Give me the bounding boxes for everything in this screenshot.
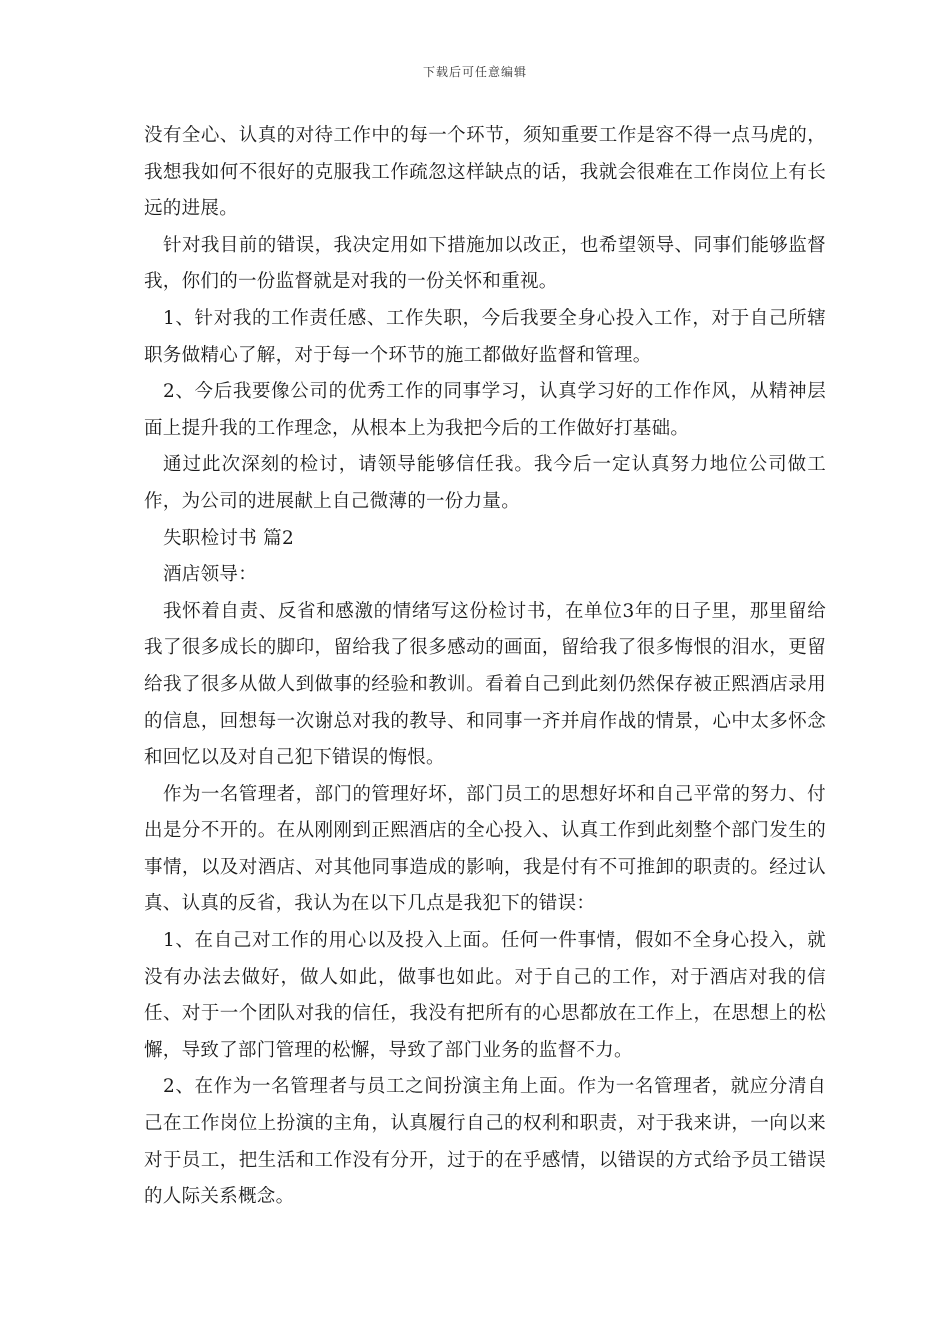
paragraph-8: 1、在自己对工作的用心以及投入上面。任何一件事情，假如不全身心投入，就没有办法去做好，做人如此，做事也如此。对于自己的工作，对于酒店对我的信任、对于一个团队对我的信任，我没有把所有的心思都放在工作上，在思想上的松懈，导致了部门管理的松懈，导致了部门业务的监督不力。	[144, 930, 826, 1061]
page-header-note: 下载后可任意编辑	[422, 65, 527, 79]
paragraph-3: 1、针对我的工作责任感、工作失职，今后我要全身心投入工作，对于自己所辖职务做精心了解，对于每一个环节的施工都做好监督和管理。	[144, 307, 826, 366]
paragraph-2: 针对我目前的错误，我决定用如下措施加以改正，也希望领导、同事们能够监督我，你们的一份监督就是对我的一份关怀和重视。	[144, 234, 826, 293]
salutation: 酒店领导：	[163, 564, 258, 586]
document-body	[144, 118, 826, 1216]
paragraph-7: 作为一名管理者，部门的管理好坏，部门员工的思想好坏和自己平常的努力、付出是分不开的。在从刚刚到正熙酒店的全心投入、认真工作到此刻整个部门发生的事情，以及对酒店、对其他同事造成的影响，我是付有不可推卸的职责的。经过认真、认真的反省，我认为在以下几点是我犯下的错误：	[144, 783, 826, 915]
section-title: 失职检讨书 篇2	[163, 527, 295, 549]
paragraph-4: 2、今后我要像公司的优秀工作的同事学习，认真学习好的工作作风，从精神层面上提升我的工作理念，从根本上为我把今后的工作做好打基础。	[144, 381, 826, 439]
paragraph-1: 没有全心、认真的对待工作中的每一个环节，须知重要工作是容不得一点马虎的，我想我如何不很好的克服我工作疏忽这样缺点的话，我就会很难在工作岗位上有长远的进展。	[144, 125, 826, 220]
paragraph-9: 2、在作为一名管理者与员工之间扮演主角上面。作为一名管理者，就应分清自己在工作岗位上扮演的主角，认真履行自己的权利和职责，对于我来讲，一向以来对于员工，把生活和工作没有分开，过于的在乎感情，以错误的方式给予员工错误的人际关系概念。	[144, 1076, 826, 1208]
paragraph-6: 我怀着自责、反省和感激的情绪写这份检讨书，在单位3年的日子里，那里留给我了很多成长的脚印，留给我了很多感动的画面，留给我了很多悔恨的泪水，更留给我了很多从做人到做事的经验和教训。看着自己到此刻仍然保存被正熙酒店录用的信息，回想每一次谢总对我的教导、和同事一齐并肩作战的情景，心中太多怀念和回忆以及对自己犯下错误的悔恨。	[144, 600, 826, 769]
paragraph-5: 通过此次深刻的检讨，请领导能够信任我。我今后一定认真努力地位公司做工作，为公司的进展献上自己微薄的一份力量。	[144, 454, 826, 512]
